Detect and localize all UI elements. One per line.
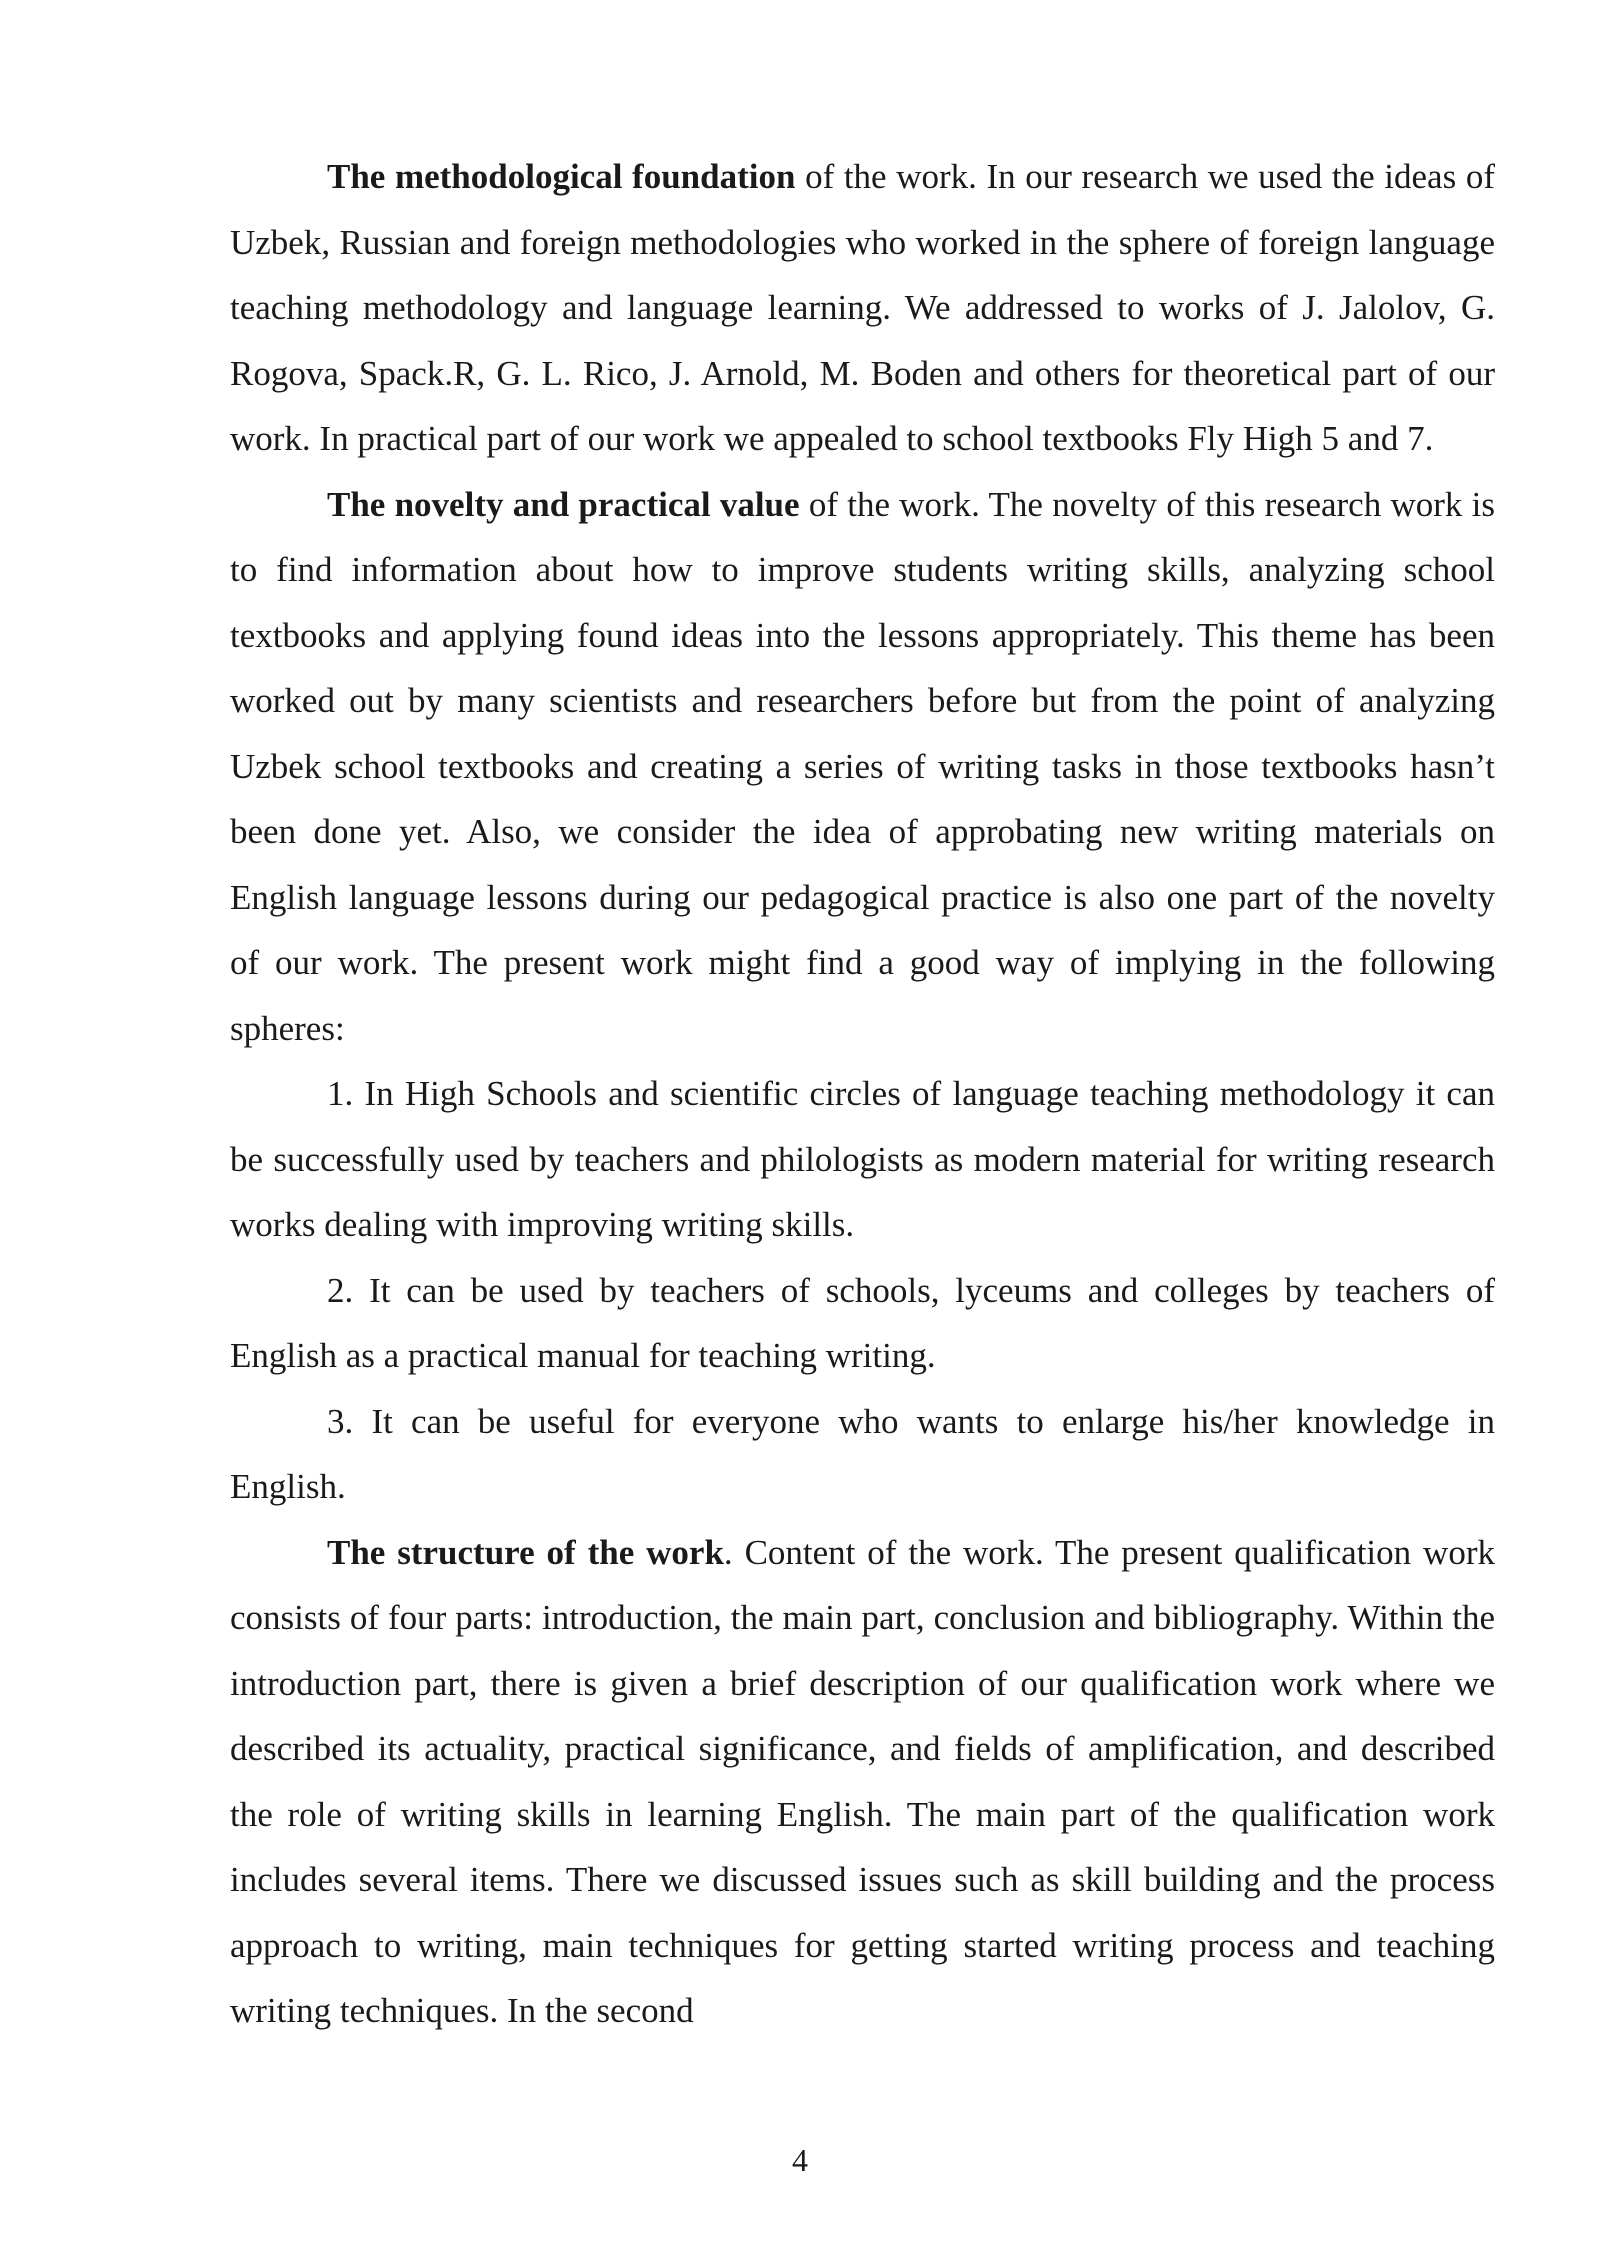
- list-item-text: 2. It can be used by teachers of schools, lyceums and colleges by teachers of English as a practical manual for teaching writing.: [230, 1270, 1495, 1375]
- page-number: 4: [792, 2142, 808, 2178]
- body-text: [230, 144, 1495, 2044]
- paragraph-text: of the work. The novelty of this research work is to find information about how to improve students writing skills, analyzing school textbooks and applying found ideas into the lessons appropriately. This theme has been worked out by many scientists and researchers before but from the point of analyzing Uzbek school textbooks and creating a series of writing tasks in those textbooks hasn’t been done yet. Also, we consider the idea of approbating new writing materials on English language lessons during our pedagogical practice is also one part of the novelty of our work. The present work might find a good way of implying in the following spheres:: [230, 484, 1495, 1048]
- paragraph-novelty: [230, 472, 1495, 1062]
- paragraph-heading: The structure of the work: [327, 1532, 724, 1572]
- paragraph-heading: The methodological foundation: [327, 157, 796, 196]
- list-item-3: [230, 1389, 1495, 1520]
- paragraph-structure: [230, 1520, 1495, 2044]
- list-item-2: [230, 1258, 1495, 1389]
- paragraph-text: of the work. In our research we used the ideas of Uzbek, Russian and foreign methodologies who worked in the sphere of foreign language teaching methodology and language learning. We addressed to works of J. Jalolov, G. Rogova, Spack.R, G. L. Rico, J. Arnold, M. Boden and others for theoretical part of our work. In practical part of our work we appealed to school textbooks Fly High 5 and 7.: [230, 157, 1495, 458]
- paragraph-methodological-foundation: [230, 144, 1495, 472]
- paragraph-text: . Content of the work. The present qualification work consists of four parts: introduction, the main part, conclusion and bibliography. Within the introduction part, there is given a brief description of our qualification work where we described its actuality, practical significance, and fields of amplification, and described the role of writing skills in learning English. The main part of the qualification work includes several items. There we discussed issues such as skill building and the process approach to writing, main techniques for getting started writing process and teaching writing techniques. In the second: [230, 1532, 1495, 2030]
- list-item-text: 1. In High Schools and scientific circles of language teaching methodology it can be successfully used by teachers and philologists as modern material for writing research works dealing with improving writing skills.: [230, 1074, 1495, 1244]
- list-item-text: 3. It can be useful for everyone who wants to enlarge his/her knowledge in English.: [230, 1401, 1495, 1506]
- list-item-1: [230, 1061, 1495, 1258]
- paragraph-heading: The novelty and practical value: [327, 484, 800, 524]
